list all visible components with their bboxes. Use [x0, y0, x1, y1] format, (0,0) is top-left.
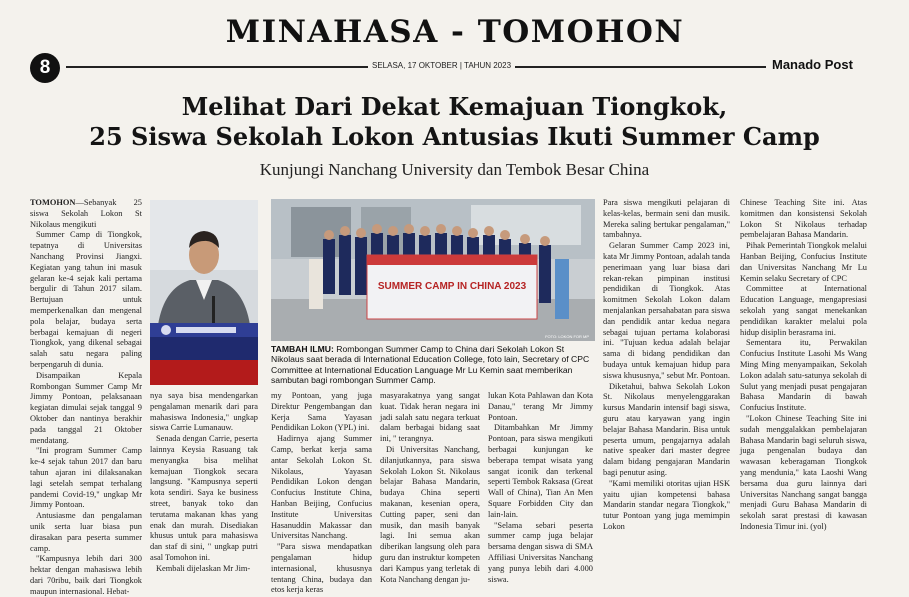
caption-label: TAMBAH ILMU: [271, 344, 334, 354]
article-headline [40, 92, 869, 152]
column-paragraph: nya saya bisa mendengarkan pengalaman menarik dari para mahasiswa Indonesia," ungkap siswa Carrie Lumanauw. [150, 391, 258, 433]
article-column-5 [488, 391, 593, 584]
caption-text: Rombongan Summer Camp to China dari Sekolah Lokon St Nikolaus saat berada di International Education College, foto lain, Secretary of CPC Committee at International Education Language Mr Lu Kemin saat memberikan sambutan bagi rombongan Summer Camp. [271, 344, 590, 386]
column-paragraph: "Lokon Chinese Teaching Site ini sudah menggalakkan pembelajaran Bahasa Mandarin bagi seluruh siswa, juga pengenalan budaya dan wawasan keberagaman Tiongkok yang mendunia," kata Laoshi Wang bersama dua guru lainnya dari Universitas Nanchang sangat bangga menjadi Guru Bahasa Mandarin di sekolah sarat prestasi di kawasan Indonesia Timur ini. (yol) [740, 413, 867, 531]
article-column-2 [150, 391, 258, 573]
column-paragraph: Disampaikan Kepala Rombongan Summer Camp Mr Jimmy Pontoan, pelaksanaan kegiatan dimulai sejak tanggal 9 Oktober dan nantinya berakhir pada tanggal 21 Oktober mendatang. [30, 370, 142, 445]
column-paragraph: "Selama sebari peserta summer camp juga belajar bersama dengan siswa di SMA Affiliasi Universitas Nanchang yang punya lebih dari 4.000 siswa. [488, 520, 593, 584]
headline-line-2: 25 Siswa Sekolah Lokon Antusias Ikuti Summer Camp [89, 122, 820, 151]
article-column-6 [603, 198, 730, 556]
column-paragraph: Senada dengan Carrie, peserta lainnya Keysia Rasuang tak menyangka bisa melihat kemajuan Tiongkok secara langsung. "Kampusnya seperti kota sendiri. Saya ke business street, banyak toko dan terutama makanan khas yang enak dan murah. Disediakan khusus untuk para mahasiswa dan staf di sini, " ungkap putri asal Tomohon ini. [150, 434, 258, 562]
newspaper-name: Manado Post [772, 57, 853, 72]
article-column-4 [380, 391, 480, 584]
column-paragraph: Summer Camp di Tiongkok, tepatnya di Universitas Nanchang Provinsi Jiangxi. Kegiatan yang tahun ini masuk gelaran ke-4 sejak kali pertama bergulir di Tahun 2017 silam. Bertujuan untuk memperkenalkan dan mengenal pola belajar, budaya serta berbagai kemajuan di negeri Tiongkok, yang dikenal sebagai salah satu negara paling berpengaruh di dunia. [30, 230, 142, 369]
column-paragraph: Committee at International Education Language, mengapresiasi sekolah yang sangat menekankan pendidikan karakter melalui pola hidup disiplin berasrama ini. [740, 284, 867, 337]
column-paragraph: Chinese Teaching Site ini. Atas komitmen dan konsistensi Sekolah Lokon St Nikolaus terhadap pembelajaran Bahasa Mandarin. [740, 198, 867, 240]
speaker-photo [150, 200, 258, 385]
article-subhead: Kunjungi Nanchang University dan Tembok Besar China [259, 160, 650, 179]
column-paragraph: lukan Kota Pahlawan dan Kota Danau," terang Mr Jimmy Pontoan. [488, 391, 593, 422]
column-paragraph: my Pontoan, yang juga Direktur Pengembangan dan Kerja Sama Yayasan Pendidikan Lokon (YPL) ini. [271, 391, 372, 433]
photo-caption [271, 344, 595, 386]
section-title: MINAHASA - TOMOHON [225, 14, 685, 50]
page-number-badge: 8 [30, 53, 60, 83]
article-column-1 [30, 198, 142, 596]
group-photo-art [271, 199, 595, 341]
dateline: SELASA, 17 OKTOBER | TAHUN 2023 [368, 61, 515, 70]
column-paragraph: Gelaran Summer Camp 2023 ini, kata Mr Jimmy Pontoan, adalah tanda penerimaan yang luar biasa dari rekan-rekan pimpinan institusi pendidikan di Tiongkok. Atas komitmen Sekolah Lokon dalam menjalankan persahabatan para siswa dan pendidik antar kedua negara sebagai tujuan pertama kolaborasi ini. "Tujuan kedua adalah belajar sama di bidang pendidikan dan budaya untuk kemajuan hidup para siswa khususnya," sebut Mr. Pontoan. [603, 241, 730, 380]
group-photo [271, 199, 595, 341]
column-paragraph: Pihak Pemerintah Tiongkok melalui Hanban Beijing, Confucius Institute dan Universitas Nanchang Mr Lu Kemin selaku Secretary of CPC [740, 241, 867, 283]
column-paragraph: Diketahui, bahwa Sekolah Lokon St. Nikolaus menyelenggarakan kursus Mandarin intensif bagi siswa, guru atau karyawan yang ingin belajar Bahasa Mandarin. Bisa untuk peserta umum, pengajarnya adalah native speaker dari master degree dalam bidang pengajaran Mandarin bagi penutur asing. [603, 381, 730, 477]
article-column-3 [271, 391, 372, 595]
article-column-7 [740, 198, 867, 556]
column-paragraph: Hadirnya ajang Summer Camp, berkat kerja sama antar Sekolah Lokon St. Nikolaus, Yayasan Pendidikan Lokon dengan Confucius Institute China, Hanban Beijing, Confucius Institute Universitas Hasanuddin Makassar dan Universitas Nanchang. [271, 434, 372, 541]
masthead [0, 0, 909, 78]
column-paragraph: Di Universitas Nanchang, dilanjutkannya, para siswa Sekolah Lokon St. Nikolaus belajar Bahasa Mandarin, budaya China seperti makanan, kesenian opera, Cutting paper, seni dan musik, dan masih banyak lagi. Ini semua akan diberikan langsung oleh para guru dan instruktur kompeten dari Kampus yang terletak di Kota Nanchang dengan ju- [380, 444, 480, 584]
column-paragraph: "Para siswa mendapatkan pengalaman hidup internasional, khususnya tentang China, budaya dan etos kerja keras [271, 542, 372, 595]
column-paragraph: "Kampusnya lebih dari 300 hektar dengan mahasiswa lebih dari 70ribu, baik dari Tiongkok maupun internasional. Hebat- [30, 554, 142, 596]
column-paragraph: Ditambahkan Mr Jimmy Pontoan, para siswa mengikuti berbagai kunjungan ke beberapa tempat wisata yang sangat iconik dan terkenal seperti Tembok Raksasa (Great Wall of China), Tian An Men Square Forbidden City dan lain-lain. [488, 423, 593, 519]
banner-text: SUMMER CAMP IN CHINA 2023 [377, 281, 527, 292]
column-paragraph: Kembali dijelaskan Mr Jim- [156, 563, 251, 573]
photo-credit: FOTO: LOKON FOR MP [545, 334, 589, 339]
column-paragraph: masyarakatnya yang sangat kuat. Tidak heran negara ini jadi salah satu negara terkuat dalam berbagai bidang saat ini, " terangnya. [380, 391, 480, 444]
column-paragraph: Sementara itu, Perwakilan Confucius Institute Lasohi Ms Wang Ming Ming menyampaikan, Sekolah Lokon adalah satu-satunya sekolah di Sulut yang menjadi pusat pengajaran Bahasa Mandarin di bawah Confucius Institute. [740, 338, 867, 413]
column-paragraph: "Kami memiliki otoritas ujian HSK yaitu ujian kompetensi bahasa Mandarin standar negara Tiongkok," tutur Pontoan yang juga memimpin Lokon [603, 478, 730, 531]
speaker-photo-art [150, 200, 258, 385]
article-lead-word: TOMOHON [30, 198, 76, 207]
column-paragraph: Antusiasme dan pengalaman unik serta luar biasa pun dirasakan para peserta summer camp. [30, 511, 142, 553]
headline-line-1: Melihat Dari Dekat Kemajuan Tiongkok, [181, 92, 728, 121]
column-paragraph: Para siswa mengikuti pelajaran di kelas-kelas, bermain seni dan musik. Mereka saling bertukar pengalaman," tambahnya. [603, 198, 730, 240]
column-paragraph [30, 198, 142, 230]
column-paragraph: "Ini program Summer Camp ke-4 sejak tahun 2017 dan baru tahun ajaran ini dilaksanakan lagi setelah sempat terhalang pandemi Covid-19," ungkap Mr Jimmy Pontoan. [30, 446, 142, 510]
lead-sentence: —Sebanyak 25 siswa Sekolah Lokon St Nikolaus mengikuti [30, 198, 142, 229]
